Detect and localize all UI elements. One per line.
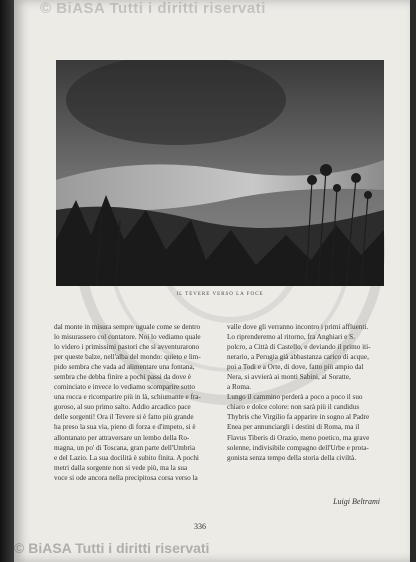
text-line: allontanato per attraversare un lembo della Ro- [54, 433, 190, 442]
text-line: valle dove gli verranno incontro i primi affluenti. [227, 323, 369, 331]
article-left-column [54, 322, 216, 494]
watermark-top: © BiASA Tutti i diritti riservati [40, 0, 266, 17]
text-line: nerario, a Perugia già abbastanza carico di acque, [227, 353, 369, 362]
binding-shadow [0, 0, 14, 562]
text-line: lo misurassero col contatore. Noi lo vediamo quale [54, 333, 201, 342]
text-line: magna, un po' di Toscana, gran parte dell'Umbria [54, 443, 196, 452]
watermark-bottom: © BiASA Tutti i diritti riservati [14, 540, 210, 556]
text-line: una rocca e ricomparire più in là, schiumante e fra- [54, 393, 201, 402]
text-line: cominciato e invece lo vediamo scomparire sotto [54, 383, 195, 392]
text-line: Nera, si avvierà ai monti Sabini, al Soratte, [227, 373, 351, 382]
text-line: voce si ode ancora nella precipitosa corsa verso la [54, 473, 198, 482]
text-line: a Roma. [227, 383, 251, 392]
text-line: poi a Todi e a Orte, di dove, fatto più ampio dal [227, 363, 364, 372]
text-line: Lo riprenderemo al ritorno, fra Anghiari e S. [227, 333, 355, 342]
text-line: polcro, a Città di Castello, e deviando il primo iti- [227, 343, 371, 352]
text-line: pido sembra che vada ad alimentare una fontana, [54, 363, 195, 372]
figure-caption: IL TEVERE VERSO LA FOCE [176, 292, 264, 297]
text-line: Thybris che Virgilio fa apparire in sogno al Padre [227, 413, 370, 422]
river-photograph [56, 60, 384, 286]
text-line: chiaro e dolce colore: non sarà più il candidus [227, 403, 360, 412]
text-line: gonista senza tempo della storia della civiltà. [227, 453, 357, 462]
text-line: solenne, indivisibile compagno dell'Urbe e prota- [227, 443, 369, 452]
text-line: dal monte in misura sempre uguale come se dentro [54, 323, 201, 331]
text-line: e del Lazio. La sua docilità è subito finita. A pochi [54, 453, 199, 462]
text-line: Flavus Tiberis di Orazio, meno poetico, ma grave [227, 433, 370, 442]
page-number: 336 [194, 522, 206, 531]
text-line: goroso, al suo primo salto. Addio arcadico pace [54, 403, 191, 412]
text-line: Lungo il cammino perderà a poco a poco il suo [227, 393, 363, 402]
text-line: sembra che debba finire a pochi passi da dove è [54, 373, 192, 382]
text-line: metri dalla sorgente non si vede più, ma la sua [54, 463, 188, 472]
text-line: Enea per annunciargli i destini di Roma, ma il [227, 423, 360, 432]
text-line: per queste balze, nell'alba del mondo: quieto e lim- [54, 353, 201, 362]
text-line: lo videro i primissimi pastori che si avventurarono [54, 343, 200, 352]
author-signature: Luigi Beltrami [333, 497, 380, 506]
text-line: ha preso la sua via, pieno di forza e d'impeto, si è [54, 423, 196, 432]
text-line: delle sorgenti! Ora il Tevere si è fatto più grande [54, 413, 194, 422]
article-right-column [227, 322, 389, 494]
